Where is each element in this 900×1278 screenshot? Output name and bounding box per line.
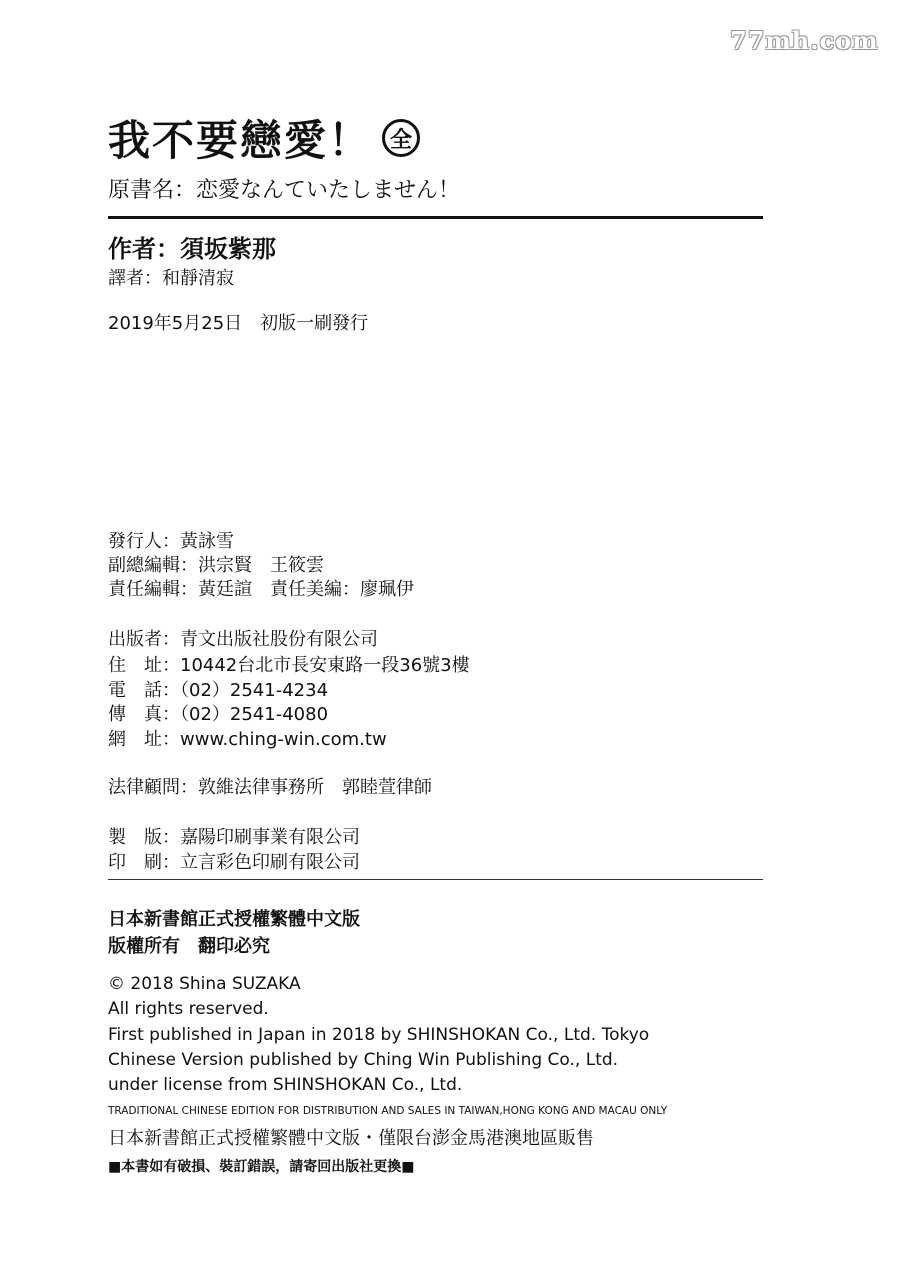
plate-maker: 製 版：嘉陽印刷事業有限公司	[108, 827, 360, 848]
edition-date: 2019年5月25日 初版一刷發行	[108, 313, 369, 334]
printer: 印 刷：立言彩色印刷有限公司	[108, 852, 360, 873]
copyright-line: © 2018 Shina SUZAKA	[108, 974, 301, 994]
chinese-version: Chinese Version published by Ching Win Publishing Co., Ltd.	[108, 1050, 619, 1070]
deputy-editors: 副總編輯：洪宗賢 王筱雲	[108, 555, 324, 576]
editors: 責任編輯：黃廷諠 責任美編：廖珮伊	[108, 579, 414, 600]
license-divider	[108, 879, 763, 880]
translator: 譯者：和靜清寂	[108, 268, 234, 289]
license-statement: 日本新書館正式授權繁體中文版	[108, 909, 360, 930]
original-title: 原書名：恋愛なんていたしません！	[108, 178, 461, 203]
publisher-person: 發行人：黃詠雪	[108, 531, 234, 552]
distribution-notice-cn: 日本新書館正式授權繁體中文版・僅限台澎金馬港澳地區販售	[108, 1128, 594, 1149]
under-license: under license from SHINSHOKAN Co., Ltd.	[108, 1075, 463, 1095]
watermark-logo: 77mh.com	[730, 26, 879, 55]
volume-complete-mark: 全	[382, 119, 420, 157]
publisher-address: 住 址：10442台北市長安東路一段36號3樓	[108, 655, 470, 676]
author: 作者：須坂紫那	[108, 235, 276, 263]
publisher-phone: 電 話：（02）2541-4234	[108, 680, 329, 701]
publisher-website: 網 址：www.ching-win.com.tw	[108, 729, 387, 750]
rights-statement: 版權所有 翻印必究	[108, 936, 270, 957]
damage-return-notice: ■本書如有破損、裝訂錯誤，請寄回出版社更換■	[108, 1159, 415, 1175]
title-row	[108, 110, 420, 166]
title-divider	[108, 216, 763, 219]
rights-reserved: All rights reserved.	[108, 999, 269, 1019]
publisher-fax: 傳 真：（02）2541-4080	[108, 704, 329, 725]
distribution-notice-en: TRADITIONAL CHINESE EDITION FOR DISTRIBUTION AND SALES IN TAIWAN,HONG KONG AND MACAU ONLY	[108, 1105, 668, 1117]
legal-counsel: 法律顧問：敦維法律事務所 郭睦萱律師	[108, 777, 432, 798]
book-title: 我不要戀愛！	[108, 116, 373, 165]
publisher-name: 出版者：青文出版社股份有限公司	[108, 629, 378, 650]
first-published: First published in Japan in 2018 by SHINSHOKAN Co., Ltd. Tokyo	[108, 1025, 650, 1045]
